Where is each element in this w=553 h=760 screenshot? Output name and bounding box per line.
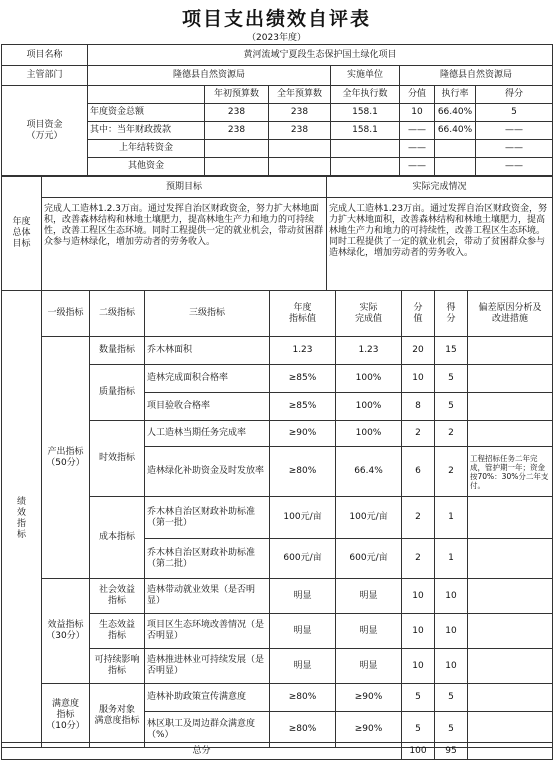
indicator-note — [468, 684, 553, 712]
indicator-note — [468, 365, 553, 393]
indicator-actual: 600元/亩 — [336, 539, 402, 579]
col-header: 全年预算数 — [269, 86, 331, 104]
funds-cell — [269, 158, 331, 176]
indicator-score: 1 — [435, 497, 468, 539]
indicator-weight: 20 — [402, 337, 435, 365]
funds-cell — [435, 158, 476, 176]
funds-cell: 10 — [400, 104, 435, 122]
level2-social: 社会效益 指标 — [90, 579, 145, 614]
indicator-actual: 1.23 — [336, 337, 402, 365]
indicator-weight: 2 — [402, 539, 435, 579]
indicator-name: 造林补助政策宣传满意度 — [145, 684, 270, 712]
page-title: 项目支出绩效自评表 — [181, 8, 371, 30]
indicator-weight: 10 — [402, 649, 435, 684]
funds-row-name: 其中：当年财政拨款 — [88, 122, 205, 140]
level2-quality: 质量指标 — [90, 365, 145, 421]
indicator-name: 乔木林自治区财政补助标准（第二批） — [145, 539, 270, 579]
indicator-name: 乔木林面积 — [145, 337, 270, 365]
funds-row-name: 其他资金 — [88, 158, 205, 176]
indicator-score: 2 — [435, 421, 468, 447]
funds-row-name: 上年结转资金 — [88, 140, 205, 158]
funds-cell — [205, 158, 269, 176]
indicator-name: 人工造林当期任务完成率 — [145, 421, 270, 447]
indicator-actual: 明显 — [336, 614, 402, 649]
funds-cell — [331, 140, 400, 158]
indicator-target: ≥85% — [270, 365, 336, 393]
impl-value: 隆德县自然资源局 — [400, 66, 553, 86]
indicator-name: 项目区生态环境改善情况（是否明显） — [145, 614, 270, 649]
indicator-actual: 100% — [336, 365, 402, 393]
total-score: 95 — [435, 743, 468, 760]
level2-service: 服务对象 满意度指标 — [90, 684, 145, 748]
indicator-score: 5 — [435, 684, 468, 712]
indicator-target: 600元/亩 — [270, 539, 336, 579]
indicator-note — [468, 497, 553, 539]
total-label: 总分 — [2, 743, 402, 760]
funds-cell: —— — [400, 122, 435, 140]
funds-cell: 238 — [269, 104, 331, 122]
col-header: 执行率 — [435, 86, 476, 104]
indicator-name: 林区职工及周边群众满意度（%） — [145, 712, 270, 748]
funds-label: 项目资金 （万元） — [2, 86, 88, 176]
indicator-name: 项目验收合格率 — [145, 393, 270, 421]
funds-cell: 158.1 — [331, 104, 400, 122]
level2-cost: 成本指标 — [90, 497, 145, 579]
funds-cell — [435, 140, 476, 158]
indicator-note — [468, 649, 553, 684]
year-subtitle: （2023年度） — [247, 33, 306, 43]
indicator-target: ≥85% — [270, 393, 336, 421]
goals-label: 年度 总体 目标 — [2, 177, 42, 291]
indicator-score: 15 — [435, 337, 468, 365]
indicator-actual: 100% — [336, 393, 402, 421]
indicator-weight: 5 — [402, 712, 435, 748]
funds-cell: 5 — [476, 104, 553, 122]
indicator-target: 明显 — [270, 614, 336, 649]
perf-header: 分 值 — [402, 291, 435, 337]
indicator-score: 10 — [435, 579, 468, 614]
col-header: 年初预算数 — [205, 86, 269, 104]
actual-goal-header: 实际完成情况 — [327, 177, 553, 198]
indicator-name: 乔木林自治区财政补助标准（第一批） — [145, 497, 270, 539]
level2-ecological: 生态效益 指标 — [90, 614, 145, 649]
indicator-score: 10 — [435, 649, 468, 684]
indicator-target: ≥80% — [270, 447, 336, 497]
indicator-note — [468, 539, 553, 579]
funds-cell: 238 — [205, 104, 269, 122]
impl-label: 实施单位 — [331, 66, 400, 86]
col-header: 全年执行数 — [331, 86, 400, 104]
perf-label: 绩 效 指 标 — [2, 291, 42, 748]
indicator-actual: 明显 — [336, 649, 402, 684]
indicator-note — [468, 614, 553, 649]
funds-cell: 158.1 — [331, 122, 400, 140]
funds-cell: 66.40% — [435, 122, 476, 140]
perf-header: 实际 完成值 — [336, 291, 402, 337]
indicator-actual: 100元/亩 — [336, 497, 402, 539]
indicator-actual: 66.4% — [336, 447, 402, 497]
indicator-name: 造林完成面积合格率 — [145, 365, 270, 393]
perf-header: 三级指标 — [145, 291, 270, 337]
dept-label: 主管部门 — [2, 66, 88, 86]
indicator-target: 明显 — [270, 649, 336, 684]
indicator-note: 工程招标任务二年完成，管护期一年；资金按70%：30%分二年支付。 — [468, 447, 553, 497]
expected-goal-header: 预期目标 — [42, 177, 327, 198]
expected-goal-text: 完成人工造林1.2.3万亩。通过发挥自治区财政资金，努力扩大林地面积，改善森林结构和林地土壤肥力，提高林地生产力和地力的可持续性，改善工程区生态环境。同时工程提供一定的就业机会，带动贫困群众参与造林绿化，增加劳动者的劳务收入。 — [42, 198, 327, 291]
indicator-score: 5 — [435, 365, 468, 393]
indicator-actual: 明显 — [336, 579, 402, 614]
funds-cell: 238 — [205, 122, 269, 140]
funds-cell — [205, 140, 269, 158]
indicator-target: ≥80% — [270, 712, 336, 748]
indicator-weight: 2 — [402, 421, 435, 447]
indicator-actual: 100% — [336, 421, 402, 447]
funds-cell — [331, 158, 400, 176]
funds-cell: 238 — [269, 122, 331, 140]
indicator-target: 明显 — [270, 579, 336, 614]
funds-cell: 66.40% — [435, 104, 476, 122]
funds-cell: —— — [400, 158, 435, 176]
perf-header: 偏差原因分析及 改进措施 — [468, 291, 553, 337]
indicator-weight: 10 — [402, 579, 435, 614]
dept-value: 隆德县自然资源局 — [88, 66, 331, 86]
project-name-label: 项目名称 — [2, 45, 88, 66]
col-header: 得分 — [476, 86, 553, 104]
indicator-weight: 6 — [402, 447, 435, 497]
funds-cell: —— — [476, 158, 553, 176]
indicator-target: ≥90% — [270, 421, 336, 447]
level1-output: 产出指标 （50分） — [42, 337, 90, 579]
level2-sustainable: 可持续影响 指标 — [90, 649, 145, 684]
perf-header: 年度 指标值 — [270, 291, 336, 337]
funds-cell: —— — [476, 122, 553, 140]
total-weight: 100 — [402, 743, 435, 760]
goals-table — [1, 176, 553, 291]
funds-cell: —— — [476, 140, 553, 158]
level2-quantity: 数量指标 — [90, 337, 145, 365]
indicator-score: 1 — [435, 539, 468, 579]
funds-cell: —— — [400, 140, 435, 158]
perf-header: 一级指标 — [42, 291, 90, 337]
indicator-target: 1.23 — [270, 337, 336, 365]
performance-table — [1, 290, 553, 748]
perf-header: 得 分 — [435, 291, 468, 337]
indicator-note — [468, 393, 553, 421]
indicator-score: 5 — [435, 712, 468, 748]
perf-header: 二级指标 — [90, 291, 145, 337]
indicator-note — [468, 337, 553, 365]
indicator-name: 造林推进林业可持续发展（是否明显） — [145, 649, 270, 684]
indicator-target: 100元/亩 — [270, 497, 336, 539]
level1-satisfaction: 满意度 指标 （10分） — [42, 684, 90, 748]
col-header: 分值 — [400, 86, 435, 104]
indicator-score: 2 — [435, 447, 468, 497]
funds-row-name: 年度资金总额 — [88, 104, 205, 122]
total-table — [1, 742, 553, 760]
indicator-name: 造林绿化补助资金及时发放率 — [145, 447, 270, 497]
indicator-weight: 2 — [402, 497, 435, 539]
indicator-weight: 10 — [402, 614, 435, 649]
indicator-name: 造林带动就业效果（是否明显） — [145, 579, 270, 614]
indicator-actual: ≥90% — [336, 684, 402, 712]
level2-timeliness: 时效指标 — [90, 421, 145, 497]
indicator-actual: ≥90% — [336, 712, 402, 748]
indicator-weight: 8 — [402, 393, 435, 421]
funds-cell — [269, 140, 331, 158]
indicator-weight: 10 — [402, 365, 435, 393]
project-name-value: 黄河流域宁夏段生态保护国土绿化项目 — [88, 45, 553, 66]
indicator-target: ≥80% — [270, 684, 336, 712]
indicator-note — [468, 579, 553, 614]
indicator-score: 5 — [435, 393, 468, 421]
indicator-weight: 5 — [402, 684, 435, 712]
level1-benefit: 效益指标 （30分） — [42, 579, 90, 684]
actual-goal-text: 完成人工造林1.23万亩。通过发挥自治区财政资金，努力扩大林地面积，改善森林结构和林地土壤肥力，提高林地生产力和地力的可持续性，改善工程区生态环境。同时工程提供了一定的就业机会，带动了贫困群众参与造林绿化，增加劳动者的劳务收入。 — [327, 198, 553, 291]
header-funds-table — [1, 44, 553, 176]
indicator-note — [468, 421, 553, 447]
indicator-score: 10 — [435, 614, 468, 649]
